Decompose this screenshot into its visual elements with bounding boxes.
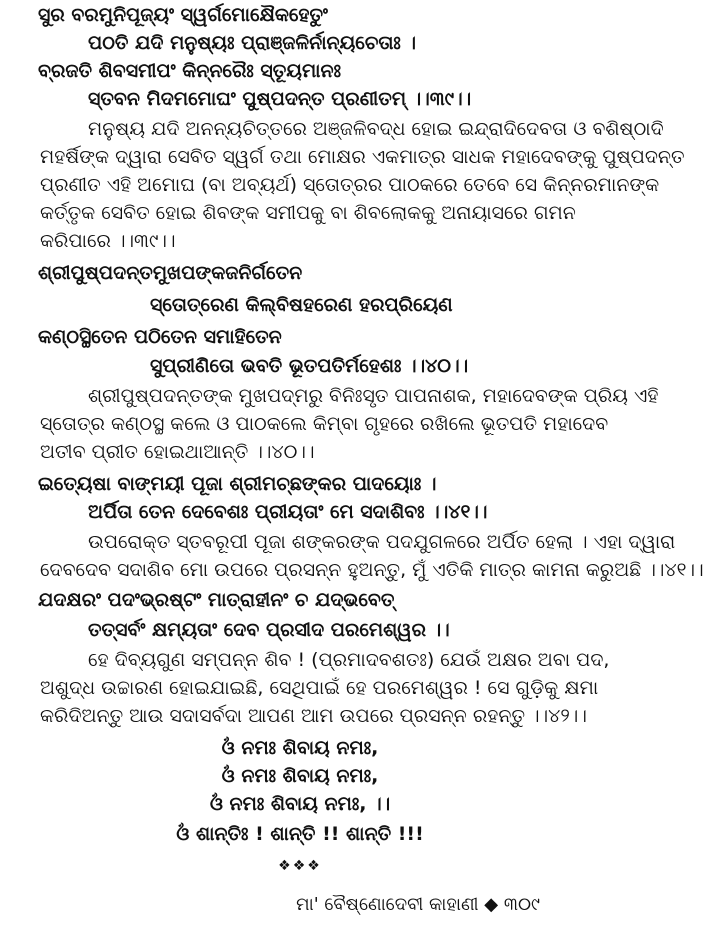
verse-39-line-3: ବ୍ରଜତି ଶିବସମୀପଂ କିନ୍ନରୈଃ ସ୍ତୂୟମାନଃ: [38, 60, 341, 82]
diamond-icon: ◆: [484, 894, 499, 915]
verse-40-line-2: ସ୍ତୋତ୍ରେଣ କିଲ୍ବିଷହରେଣ ହରପ୍ରିୟେଣ: [150, 294, 453, 316]
commentary-42-line-2: ଅଶୁଦ୍ଧ ଉଚ୍ଚାରଣ ହୋଇଯାଇଛି, ସେଥିପାଇଁ ହେ ପରମେଶ୍ୱର ! ସେ ଗୁଡ଼ିକୁ କ୍ଷମା: [40, 677, 599, 699]
commentary-39-line-4: କର୍ତ୍ତୃକ ସେବିତ ହୋଇ ଶିବଙ୍କ ସମୀପକୁ ବା ଶିବଲୋକକୁ ଅନାୟାସରେ ଗମନ: [40, 202, 576, 224]
verse-40-line-4: ସୁପ୍ରୀଣିତୋ ଭବତି ଭୂତପତିର୍ମହେଶଃ ।।୪୦।।: [150, 355, 469, 377]
commentary-42-line-3: କରିଦିଅନ୍ତୁ ଆଉ ସଦାସର୍ବଦା ଆପଣ ଆମ ଉପରେ ପ୍ରସନ୍ନ ରହନ୍ତୁ ।।୪୨।।: [40, 705, 587, 727]
verse-41-line-1: ଇତ୍ୟେଷା ବାଙ୍ମୟୀ ପୂଜା ଶ୍ରୀମଚ୍ଛଙ୍କର ପାଦୟୋଃ ।: [38, 473, 437, 495]
commentary-40-line-2: ସ୍ତୋତ୍ର କଣ୍ଠସ୍ଥ କଲେ ଓ ପାଠକଲେ କିମ୍ବା ଗୃହରେ ରଖିଲେ ଭୂତପତି ମହାଦେବ: [40, 413, 609, 435]
verse-40-line-1: ଶ୍ରୀପୁଷ୍ପଦନ୍ତମୁଖପଙ୍କଜନିର୍ଗତେନ: [38, 262, 303, 284]
shanti-line: ଓଁ ଶାନ୍ତିଃ ! ଶାନ୍ତି !! ଶାନ୍ତି !!!: [176, 823, 424, 845]
verse-39-line-2: ପଠତି ଯଦି ମନୁଷ୍ୟଃ ପ୍ରାଞ୍ଜଳିର୍ନାନ୍ୟଚେତାଃ ।: [88, 32, 416, 54]
mantra-line-3: ଓଁ ନମଃ ଶିବାୟ ନମଃ, ।।: [209, 793, 391, 815]
commentary-39-line-2: ମହର୍ଷିଙ୍କ ଦ୍ୱାରା ସେବିତ ସ୍ୱର୍ଗ ତଥା ମୋକ୍ଷର ଏକମାତ୍ର ସାଧକ ମହାଦେବଙ୍କୁ ପୁଷ୍ପଦନ୍ତ: [40, 146, 685, 168]
commentary-41-line-2: ଦେବଦେବ ସଦାଶିବ ମୋ ଉପରେ ପ୍ରସନ୍ନ ହୁଅନ୍ତୁ, ମୁଁ ଏତିକି ମାତ୍ର କାମନା କରୁଅଛି ।।୪୧।।: [40, 559, 704, 581]
verse-42-line-1: ଯଦକ୍ଷରଂ ପଦଂଭ୍ରଷ୍ଟଂ ମାତ୍ରାହୀନଂ ଚ ଯଦ୍‌ଭବେତ୍: [38, 589, 395, 611]
commentary-40-line-3: ଅତୀବ ପ୍ରୀତ ହୋଇଥାଆନ୍ତି ।।୪୦।।: [40, 441, 315, 463]
commentary-39-line-1: ମନୁଷ୍ୟ ଯଦି ଅନନ୍ୟଚିତ୍ତରେ ଅଞ୍ଜଳିବଦ୍ଧ ହୋଇ ଇନ୍ଦ୍ରାଦିଦେବତା ଓ ବଶିଷ୍ଠାଦି: [88, 118, 664, 140]
commentary-39-line-5: କରିପାରେ ।।୩୯।।: [40, 230, 176, 252]
verse-39-line-1: ସୁର ବରମୁନିପୂଜ୍ୟଂ ସ୍ୱର୍ଗମୋକ୍ଷୈକହେତୁଂ: [38, 4, 328, 26]
verse-42-line-2: ତତ୍‌ସର୍ବଂ କ୍ଷମ୍ୟତାଂ ଦେବ ପ୍ରସୀଦ ପରମେଶ୍ୱର ।।: [88, 619, 450, 641]
commentary-39-line-3: ପ୍ରଣୀତ ଏହି ଅମୋଘ (ବା ଅବ୍ୟର୍ଥ) ସ୍ତୋତ୍ରର ପାଠକରେ ତେବେ ସେ କିନ୍ନରମାନଙ୍କ: [40, 174, 660, 196]
verse-39-line-4: ସ୍ତବନ ମିଦମମୋଘଂ ପୁଷ୍ପଦନ୍ତ ପ୍ରଣୀତମ୍ ।।୩୯।।: [88, 88, 472, 110]
commentary-40-line-1: ଶ୍ରୀପୁଷ୍ପଦନ୍ତଙ୍କ ମୁଖପଦ୍ମରୁ ବିନିଃସୃତ ପାପନାଶକ, ମହାଦେବଙ୍କ ପ୍ରିୟ ଏହି: [88, 385, 659, 407]
ornament-divider: ❖❖❖: [278, 858, 322, 874]
mantra-line-1: ଓଁ ନମଃ ଶିବାୟ ନମଃ,: [221, 737, 379, 759]
page-number: ୩୦୯: [503, 894, 540, 915]
mantra-line-2: ଓଁ ନମଃ ଶିବାୟ ନମଃ,: [221, 765, 379, 787]
commentary-41-line-1: ଉପରୋକ୍ତ ସ୍ତବରୂପୀ ପୂଜା ଶଙ୍କରଙ୍କ ପଦଯୁଗଳରେ ଅର୍ପିତ ହେଲା । ଏହା ଦ୍ୱାରା: [88, 531, 676, 553]
verse-41-line-2: ଅର୍ପିତା ତେନ ଦେବେଶଃ ପ୍ରୀୟତାଂ ମେ ସଦାଶିବଃ ।।୪୧।।: [88, 501, 488, 523]
commentary-42-line-1: ହେ ଦିବ୍ୟଗୁଣ ସମ୍ପନ୍ନ ଶିବ ! (ପ୍ରମାଦବଶତଃ) ଯେଉଁ ଅକ୍ଷର ଅବା ପଦ,: [88, 649, 610, 671]
book-title: ମା' ବୈଷ୍ଣୋଦେବୀ କାହାଣୀ: [296, 894, 479, 915]
verse-40-line-3: କଣ୍ଠସ୍ଥିତେନ ପଠିତେନ ସମାହିତେନ: [38, 326, 282, 348]
page-footer: [296, 894, 540, 915]
